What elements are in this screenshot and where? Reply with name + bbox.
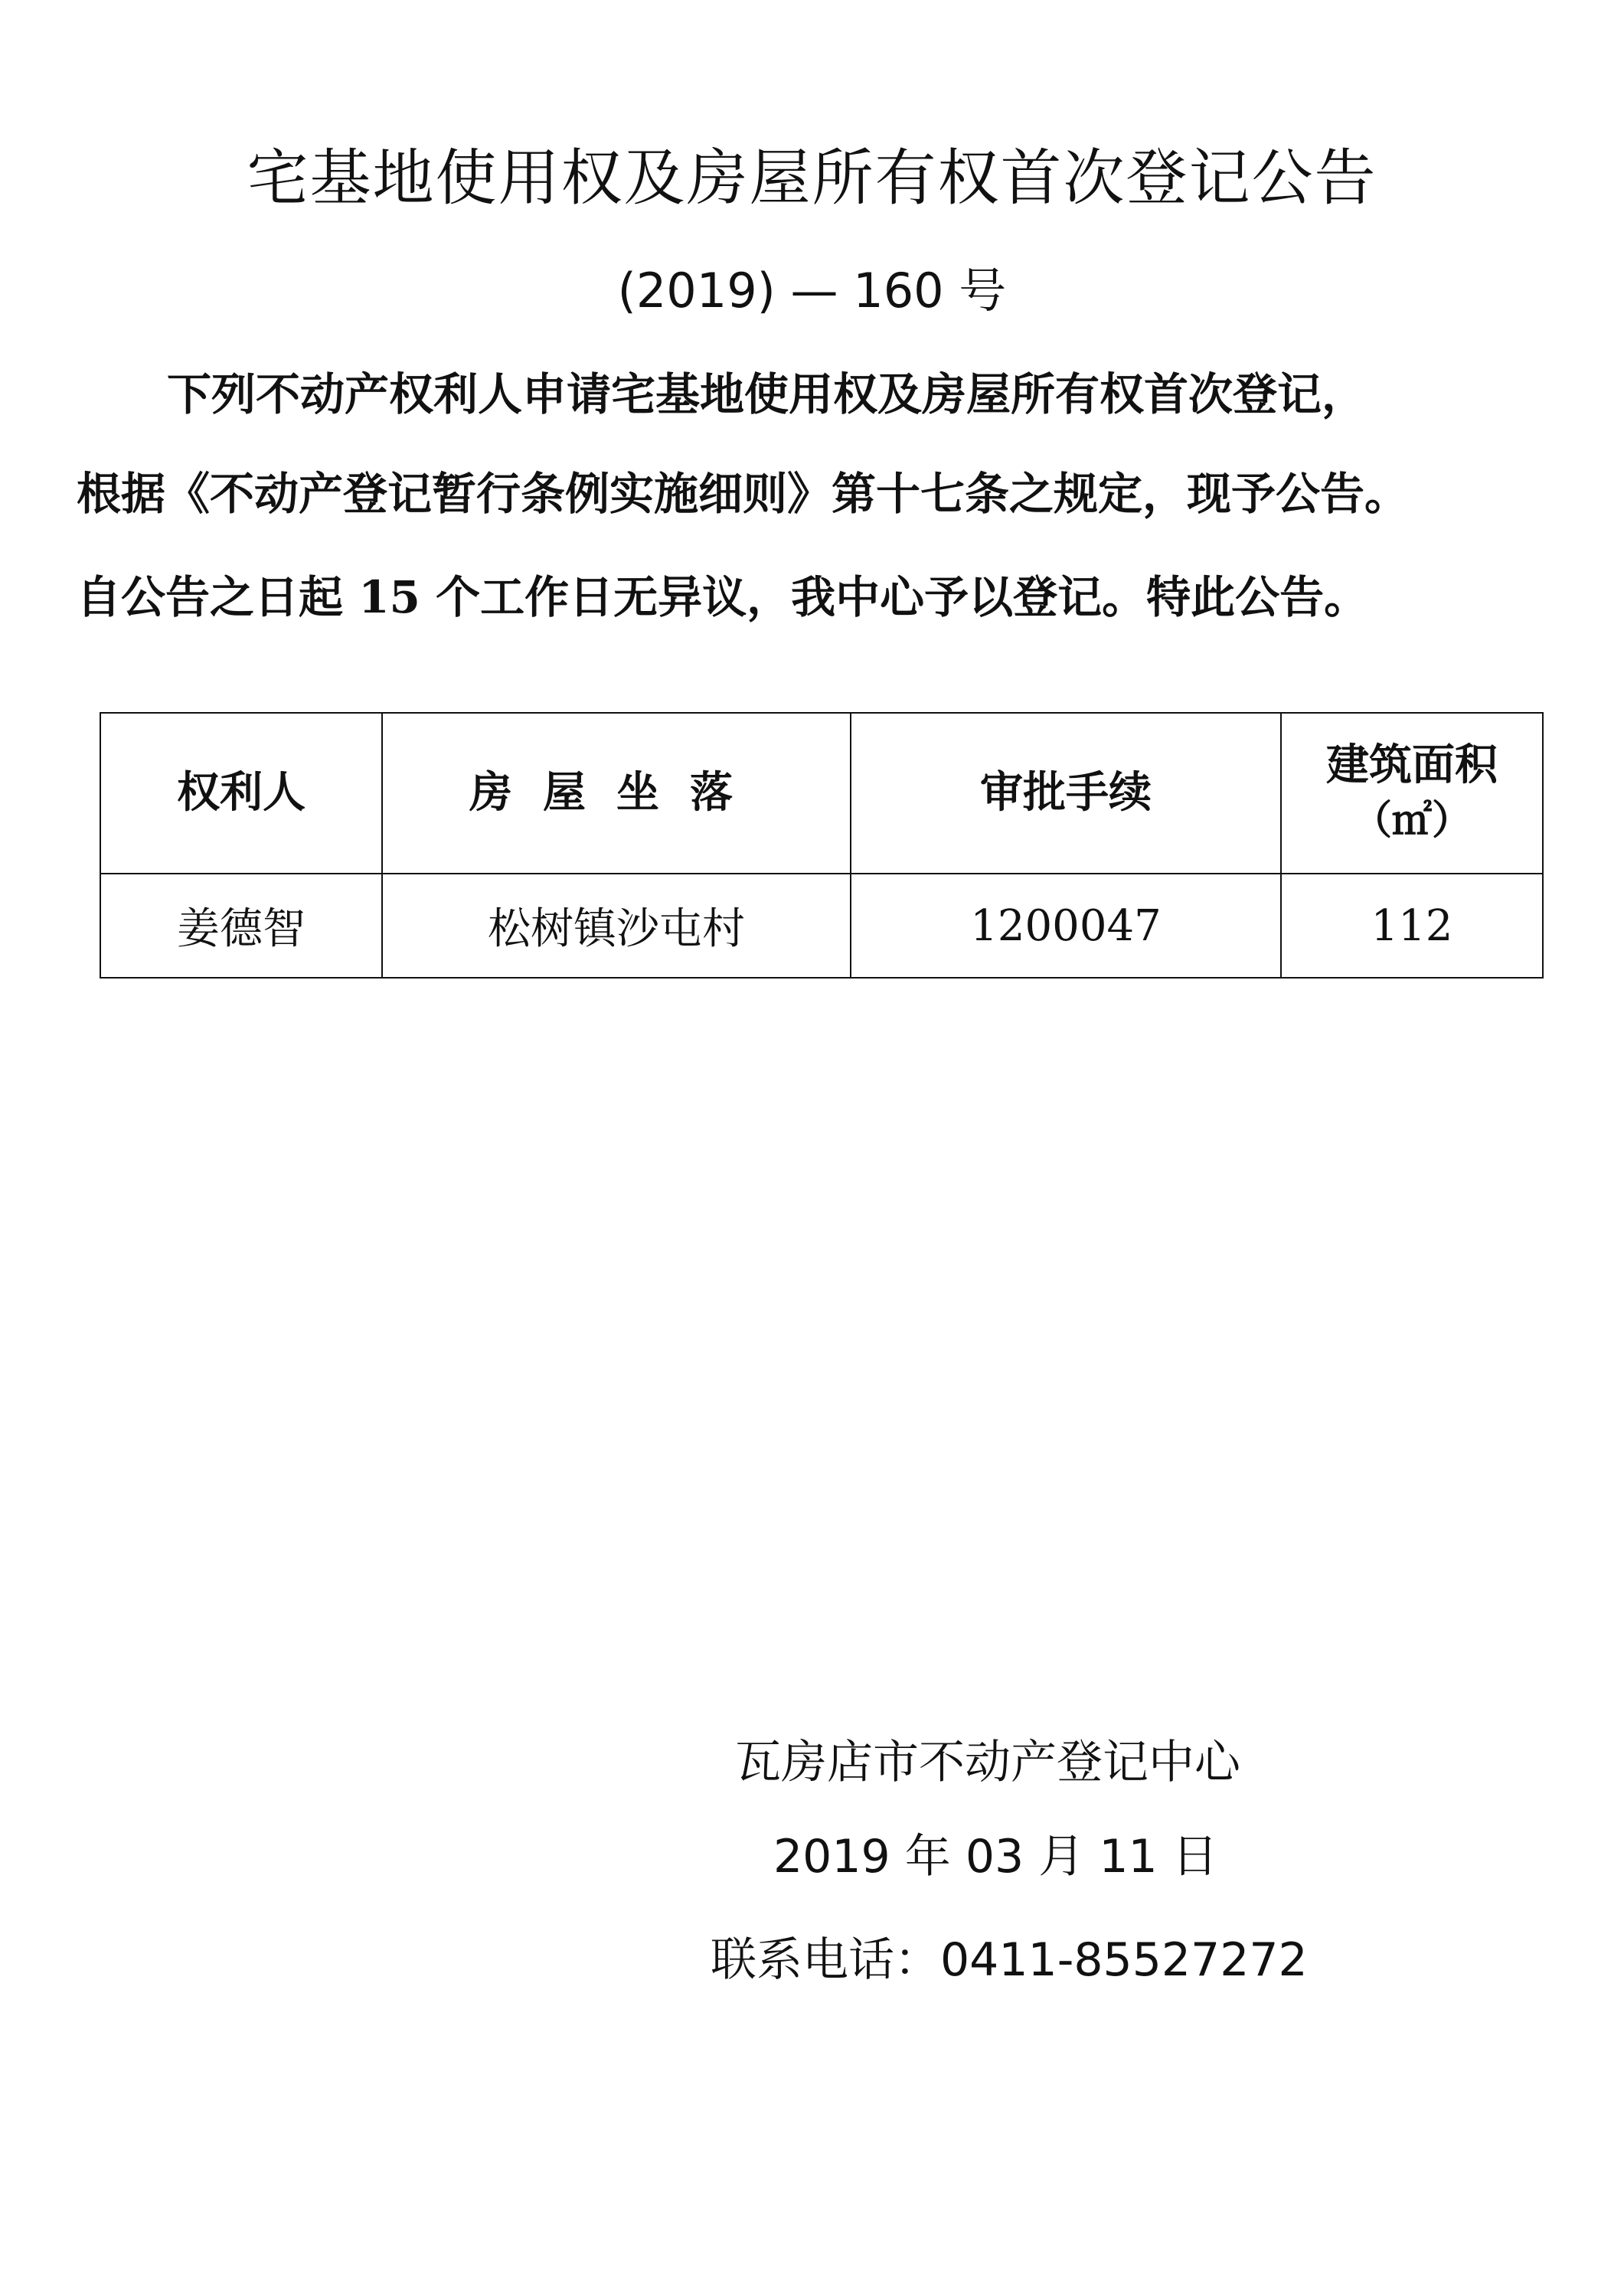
header-approval: 审批手续	[851, 713, 1281, 874]
cell-area: 112	[1281, 874, 1543, 978]
table-header-row	[100, 713, 1543, 874]
issuer-name: 瓦房店市不动产登记中心	[735, 1736, 1240, 1789]
header-area-label: 建筑面积	[1326, 740, 1498, 790]
contact-phone: 联系电话：0411-85527272	[711, 1933, 1308, 1987]
notice-paragraph-line-1: 下列不动产权利人申请宅基地使用权及房屋所有权首次登记，	[167, 368, 1367, 420]
registration-table	[100, 712, 1544, 979]
issue-date: 2019 年 03 月 11 日	[773, 1830, 1218, 1884]
notice-paragraph-line-3: 自公告之日起 15 个工作日无异议，我中心予以登记。特此公告。	[77, 571, 1369, 623]
notice-title: 宅基地使用权及房屋所有权首次登记公告	[247, 142, 1377, 214]
table-row	[100, 874, 1543, 978]
notice-paragraph-line-2: 根据《不动产登记暂行条例实施细则》第十七条之规定，现予公告。	[77, 468, 1410, 520]
header-area-unit: （㎡）	[1351, 798, 1472, 844]
notice-number: (2019) — 160 号	[617, 263, 1007, 319]
header-area	[1281, 713, 1543, 874]
cell-address: 松树镇沙屯村	[382, 874, 851, 978]
header-owner: 权利人	[100, 713, 382, 874]
cell-approval: 1200047	[851, 874, 1281, 978]
cell-owner: 姜德智	[100, 874, 382, 978]
header-address: 房屋坐落	[382, 713, 851, 874]
